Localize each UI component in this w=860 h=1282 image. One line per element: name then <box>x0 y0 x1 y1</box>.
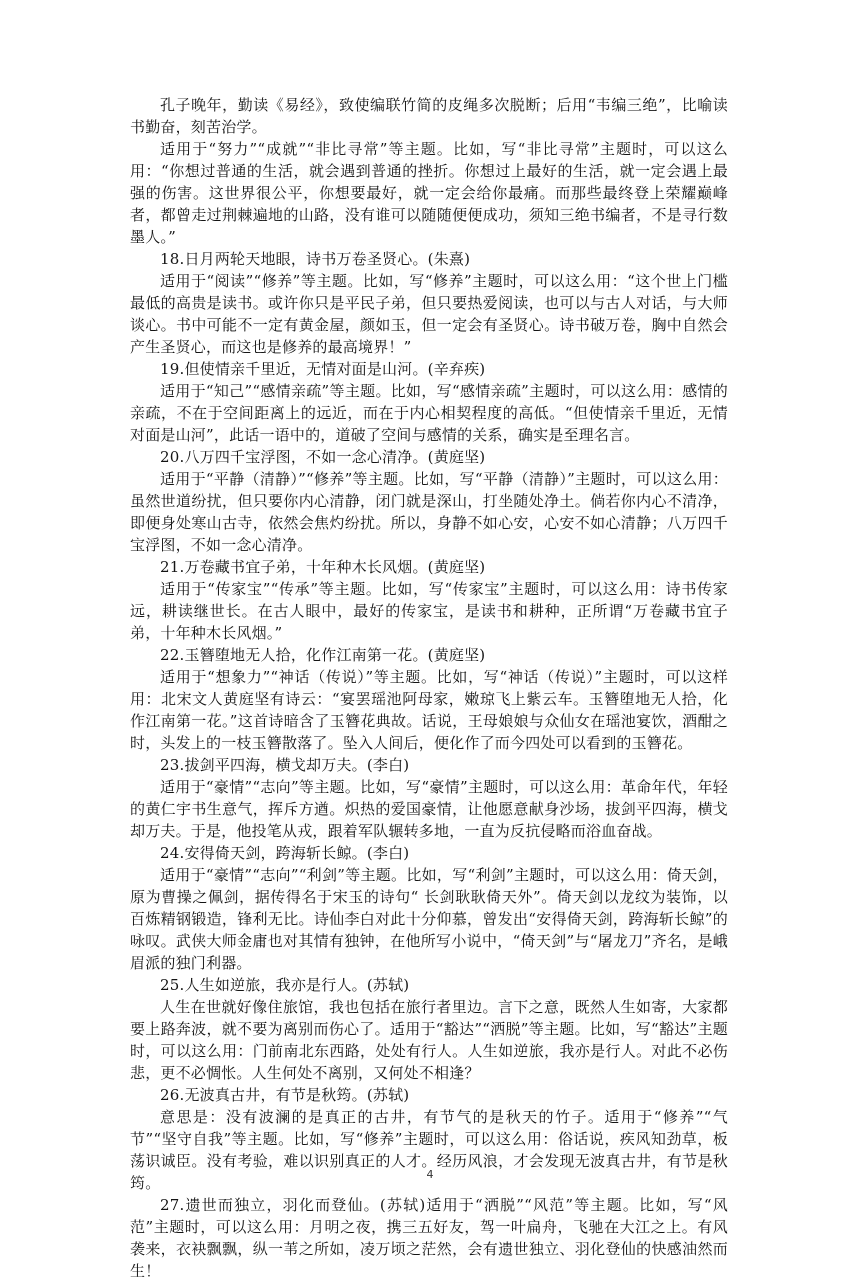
paragraph-usage-feibixunchang: 适用于“努力”“成就”“非比寻常”等主题。比如，写“非比寻常”主题时，可以这么用：“你想过普通的生活，就会遇到普通的挫折。你想过上最好的生活，就一定会遇上最强的伤害。这世界很公平，你想要最好，就一定会给你最痛。而那些最终登上荣耀巅峰者，都曾走过荆棘遍地的山路，没有谁可以随随便便成功，须知三绝书编者，不是寻行数墨人。” <box>130 140 728 246</box>
paragraph-weibian-sanjue: 孔子晚年，勤读《易经》，致使编联竹简的皮绳多次脱断；后用“韦编三绝”，比喻读书勤奋，刻苦治学。 <box>130 96 728 136</box>
paragraph-usage-shenhua: 适用于“想象力”“神话（传说）”等主题。比如，写“神话（传说）”主题时，可以这样用：北宋文人黄庭坚有诗云：“宴罢瑶池阿母家，嫩琼飞上紫云车。玉簪堕地无人拾，化作江南第一花。”这首诗暗含了玉簪花典故。话说，王母娘娘与众仙女在瑶池宴饮，酒酣之时，头发上的一枝玉簪散落了。坠入人间后，便化作了而今四处可以看到的玉簪花。 <box>130 668 728 752</box>
quote-22-heading: 22.玉簪堕地无人拾，化作江南第一花。(黄庭坚) <box>160 646 486 664</box>
page-body <box>130 94 728 1282</box>
quote-20-heading: 20.八万四千宝浮图，不如一念心清净。(黄庭坚) <box>160 448 486 466</box>
paragraph-usage-haoqing: 适用于“豪情”“志向”等主题。比如，写“豪情”主题时，可以这么用：革命年代，年轻的黄仁宇书生意气，挥斥方遒。炽热的爱国豪情，让他愿意献身沙场，拔剑平四海，横戈却万夫。于是，他投笔从戎，跟着军队辗转多地，一直为反抗侵略而浴血奋战。 <box>130 778 728 840</box>
quote-26-heading: 26.无波真古井，有节是秋筠。(苏轼) <box>160 1086 410 1104</box>
quote-24-heading: 24.安得倚天剑，跨海斩长鲸。(李白) <box>160 844 410 862</box>
quote-21-heading: 21.万卷藏书宜子弟，十年种木长风烟。(黄庭坚) <box>160 558 486 576</box>
paragraph-usage-xiuyang: 适用于“阅读”“修养”等主题。比如，写“修养”主题时，可以这么用：“这个世上门槛最低的高贵是读书。或许你只是平民子弟，但只要热爱阅读，也可以与古人对话，与大师谈心。书中可能不一定有黄金屋，颜如玉，但一定会有圣贤心。诗书破万卷，胸中自然会产生圣贤心，而这也是修养的最高境界！” <box>130 272 728 356</box>
page-number: 4 <box>426 1168 434 1181</box>
paragraph-usage-chuanjiabao: 适用于“传家宝”“传承”等主题。比如，写“传家宝”主题时，可以这么用：诗书传家远，耕读继世长。在古人眼中，最好的传家宝，是读书和耕种，正所谓“万卷藏书宜子弟，十年种木长风烟。” <box>130 580 728 642</box>
quote-18-heading: 18.日月两轮天地眼，诗书万卷圣贤心。(朱熹) <box>160 250 471 268</box>
quote-27-paragraph: 27.遗世而独立，羽化而登仙。(苏轼)适用于“洒脱”“风范”等主题。比如，写“风范”主题时，可以这么用：月明之夜，携三五好友，驾一叶扁舟，飞驰在大江之上。有风袭来，衣袂飘飘，纵一苇之所如，凌万顷之茫然，会有遗世独立、羽化登仙的快感油然而生！ <box>130 1196 728 1280</box>
quote-23-heading: 23.拔剑平四海，横戈却万夫。(李白) <box>160 756 410 774</box>
paragraph-usage-pingjing: 适用于“平静（清静）”“修养”等主题。比如，写“平静（清静）”主题时，可以这么用：虽然世道纷扰，但只要你内心清静，闭门就是深山，打坐随处净土。倘若你内心不清净，即便身处寒山古寺，依然会焦灼纷扰。所以，身静不如心安，心安不如心清静；八万四千宝浮图，不如一念心清净。 <box>130 470 728 554</box>
paragraph-usage-qijie: 意思是：没有波澜的是真正的古井，有节气的是秋天的竹子。适用于“修养”“气节”“坚守自我”等主题。比如，写“修养”主题时，可以这么用：俗话说，疾风知劲草，板荡识诚臣。没有考验，难以识别真正的人才。经历风浪，才会发现无波真古井，有节是秋筠。 <box>130 1108 728 1192</box>
quote-25-heading: 25.人生如逆旅，我亦是行人。(苏轼) <box>160 976 410 994</box>
paragraph-usage-huoda: 人生在世就好像住旅馆，我也包括在旅行者里边。言下之意，既然人生如寄，大家都要上路奔波，就不要为离别而伤心了。适用于“豁达”“洒脱”等主题。比如，写“豁达”主题时，可以这么用：门前南北东西路，处处有行人。人生如逆旅，我亦是行人。对此不必伤悲，更不必惆怅。人生何处不离别，又何处不相逢？ <box>130 998 728 1082</box>
quote-19-heading: 19.但使情亲千里近，无情对面是山河。(辛弃疾) <box>160 360 486 378</box>
paragraph-usage-lijian: 适用于“豪情”“志向”“利剑”等主题。比如，写“利剑”主题时，可以这么用：倚天剑，原为曹操之佩剑，据传得名于宋玉的诗句“ 长剑耿耿倚天外”。倚天剑以龙纹为装饰，以百炼精钢锻造，锋利无比。诗仙李白对此十分仰慕，曾发出“安得倚天剑，跨海斩长鲸”的咏叹。武侠大师金庸也对其情有独钟，在他所写小说中，“倚天剑”与“屠龙刀”齐名，是峨眉派的独门利器。 <box>130 866 728 972</box>
paragraph-usage-qinshu: 适用于“知己”“感情亲疏”等主题。比如，写“感情亲疏”主题时，可以这么用：感情的亲疏，不在于空间距离上的远近，而在于内心相契程度的高低。“但使情亲千里近，无情对面是山河”，此话一语中的，道破了空间与感情的关系，确实是至理名言。 <box>130 382 728 444</box>
